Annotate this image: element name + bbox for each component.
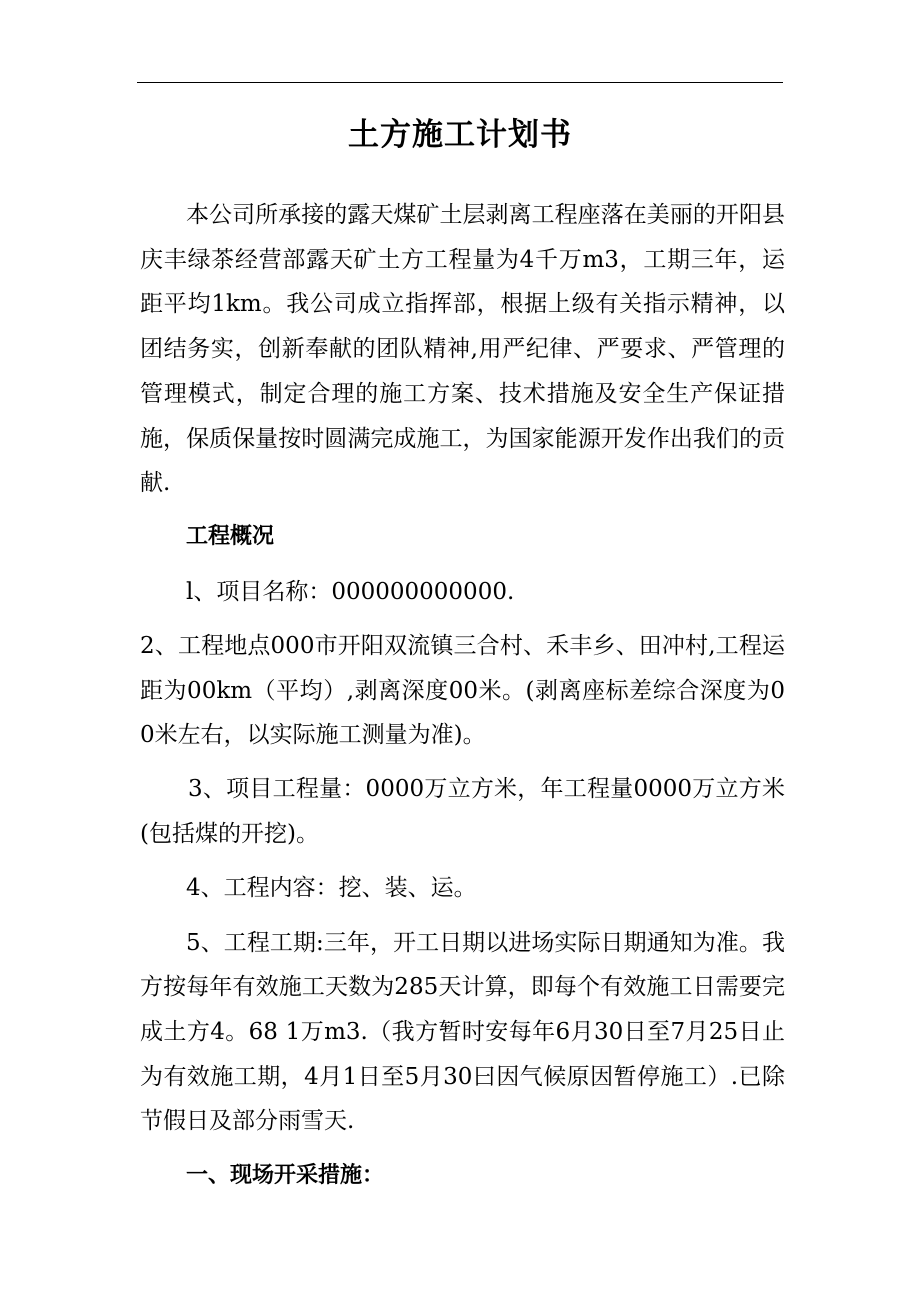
document-title: 土方施工计划书 <box>348 117 572 153</box>
item-project-duration: 5、工程工期:三年，开工日期以进场实际日期通知为准。我方按每年有效施工天数为285天计算，即每个有效施工日需要完成土方4。68 1万m3.（我方暂时安每年6月30日至7月25日止为有效施工期，4月1日至5月30曰因气候原因暂停施工）.已除节假日及部分雨雪天. <box>140 929 785 1135</box>
item-project-location: 2、工程地点000市开阳双流镇三合村、禾丰乡、田冲村,工程运距为00km（平均）,剥离深度00米。(剥离座标差综合深度为00米左右，以实际施工测量为准)。 <box>140 632 785 749</box>
intro-paragraph: 本公司所承接的露天煤矿土层剥离工程座落在美丽的开阳县庆丰绿茶经营部露天矿土方工程量为4千万m3，工期三年，运距平均1km。我公司成立指挥部，根据上级有关指示精神，以团结务实，创新奉献的团队精神,用严纪律、严要求、严管理的管理模式，制定合理的施工方案、技术措施及安全生产保证措施，保质保量按时圆满完成施工，为国家能源开发作出我们的贡献. <box>140 202 785 497</box>
overview-heading: 工程概况 <box>186 524 275 550</box>
item-project-quantity: 3、项目工程量：0000万立方米，年工程量0000万立方米(包括煤的开挖)。 <box>140 776 785 848</box>
section-one-heading: 一、现场开采措施： <box>186 1162 385 1188</box>
item-project-name: l、项目名称：000000000000. <box>186 578 515 605</box>
document-body <box>140 193 785 1208</box>
header-rule <box>137 82 783 83</box>
item-project-content: 4、工程内容：挖、装、运。 <box>186 875 477 902</box>
